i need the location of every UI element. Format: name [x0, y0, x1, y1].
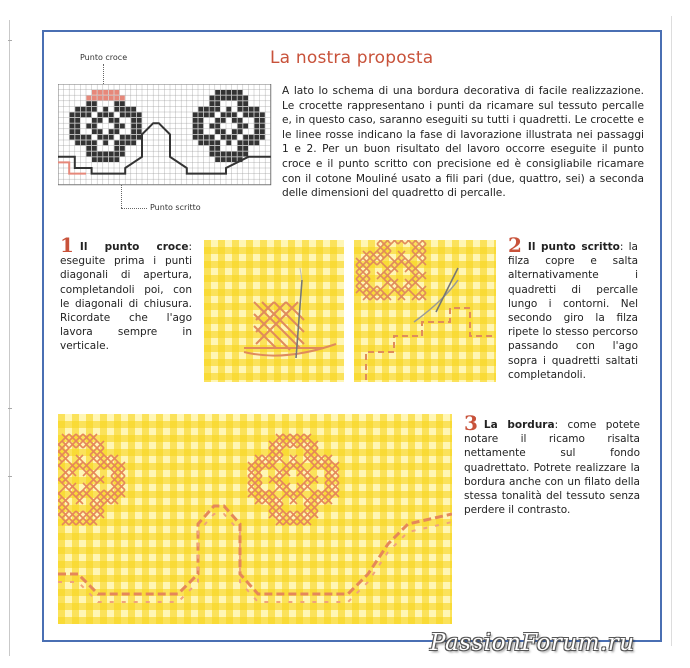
chart-stitch-cell [120, 96, 125, 101]
chart-stitch-cell [221, 112, 226, 117]
chart-stitch-cell [215, 101, 220, 106]
chart-stitch-cell [232, 96, 237, 101]
chart-stitch-cell [131, 118, 136, 123]
chart-stitch-cell [210, 152, 215, 157]
chart-stitch-cell [126, 107, 131, 112]
cross-stitch-illustration [204, 240, 344, 382]
chart-stitch-cell [238, 101, 243, 106]
chart-stitch-cell [86, 107, 91, 112]
chart-stitch-cell [238, 124, 243, 129]
step-body: : come potete notare il ricamo risalta nettamente sul fondo quadrettato. Potrete realizzare la bordura anche con un filato della stessa tonalità del tessuto senza perdere il contrasto. [464, 419, 640, 517]
chart-stitch-cell [198, 135, 203, 140]
chart-stitch-cell [70, 112, 75, 117]
chart-stitch-cell [75, 112, 80, 117]
chart-stitch-cell [193, 118, 198, 123]
chart-stitch-cell [215, 146, 220, 151]
chart-stitch-cell [243, 101, 248, 106]
chart-stitch-cell [92, 90, 97, 95]
chart-stitch-cell [226, 96, 231, 101]
chart-stitch-cell [98, 152, 103, 157]
chart-stitch-cell [120, 152, 125, 157]
chart-stitch-cell [70, 129, 75, 134]
chart-stitch-cell [75, 124, 80, 129]
chart-stitch-cell [198, 129, 203, 134]
chart-stitch-cell [114, 152, 119, 157]
chart-stitch-cell [232, 152, 237, 157]
chart-stitch-cell [243, 96, 248, 101]
chart-stitch-cell [114, 118, 119, 123]
chart-stitch-cell [120, 146, 125, 151]
finished-border-photo [58, 414, 452, 624]
chart-stitch-cell [92, 129, 97, 134]
chart-stitch-cell [210, 101, 215, 106]
chart-stitch-cell [215, 124, 220, 129]
chart-stitch-cell [198, 140, 203, 145]
embroidery-chart-grid [58, 84, 276, 190]
chart-stitch-cell [114, 107, 119, 112]
cross-stitch-label: Punto croce [80, 53, 128, 62]
chart-stitch-cell [70, 124, 75, 129]
border-running-stitch-second [58, 514, 452, 602]
chart-stitch-cell [238, 129, 243, 134]
chart-stitch-cell [92, 146, 97, 151]
chart-stitch-cell [131, 129, 136, 134]
chart-stitch-cell [109, 152, 114, 157]
step-number: 2 [508, 233, 522, 257]
chart-stitch-cell [260, 135, 265, 140]
chart-stitch-cell [204, 135, 209, 140]
gutter-tick [8, 408, 12, 409]
chart-stitch-cell [232, 129, 237, 134]
chart-stitch-cell [98, 90, 103, 95]
chart-stitch-cell [114, 124, 119, 129]
step-heading: La bordura [483, 419, 555, 431]
chart-stitch-cell [221, 90, 226, 95]
border-running-stitch [58, 506, 452, 594]
gutter-tick [8, 40, 12, 41]
chart-stitch-cell [103, 90, 108, 95]
chart-stitch-cell [232, 112, 237, 117]
chart-stitch-cell [98, 129, 103, 134]
chart-stitch-cell [103, 152, 108, 157]
gutter-tick [8, 476, 12, 477]
chart-stitch-cell [114, 140, 119, 145]
step-heading: Il punto scritto [527, 241, 620, 253]
intro-paragraph: A lato lo schema di una bordura decorativa di facile realizzazione. Le crocette rappresentano i punti da ricamare sul tessuto percalle e, in questo caso, saranno eseguiti su tutti i quadretti. Le crocette e le linee rosse indicano la fase di lavorazione illustrata nei passaggi 1 e 2. Per un buon risultato del lavoro occorre eseguite il punto croce e il punto scritto con precisione ed è consigliabile ricamare con il cotone Mouliné usato a fili pari (due, quattro, sei) a seconda delle dimensioni del quadretto di percalle. [282, 85, 644, 200]
chart-stitch-cell [210, 96, 215, 101]
chart-stitch-cell [92, 96, 97, 101]
chart-stitch-cell [260, 129, 265, 134]
chart-stitch-cell [215, 140, 220, 145]
chart-stitch-cell [86, 96, 91, 101]
chart-stitch-cell [232, 118, 237, 123]
chart-stitch-cell [198, 118, 203, 123]
chart-stitch-cell [131, 135, 136, 140]
chart-stitch-cell [103, 96, 108, 101]
chart-stitch-cell [86, 112, 91, 117]
chart-stitch-cell [109, 129, 114, 134]
chart-stitch-cell [215, 118, 220, 123]
chart-stitch-cell [103, 135, 108, 140]
chart-stitch-cell [137, 112, 142, 117]
chart-stitch-cell [120, 112, 125, 117]
chart-stitch-cell [81, 112, 86, 117]
chart-stitch-cell [198, 124, 203, 129]
chart-stitch-cell [254, 124, 259, 129]
chart-stitch-cell [221, 157, 226, 162]
chart-stitch-cell [243, 146, 248, 151]
chart-stitch-cell [254, 140, 259, 145]
chart-stitch-cell [226, 157, 231, 162]
chart-stitch-cell [98, 118, 103, 123]
chart-stitch-cell [86, 135, 91, 140]
embroidery-chart [58, 84, 276, 190]
chart-stitch-cell [126, 135, 131, 140]
chart-stitch-cell [215, 157, 220, 162]
chart-stitch-cell [243, 112, 248, 117]
chart-stitch-cell [249, 107, 254, 112]
chart-stitch-cell [226, 112, 231, 117]
chart-stitch-cell [103, 112, 108, 117]
chart-stitch-cell [204, 112, 209, 117]
chart-stitch-cell [215, 129, 220, 134]
chart-stitch-cell [226, 140, 231, 145]
chart-stitch-cell [243, 124, 248, 129]
step-number: 1 [60, 233, 74, 257]
chart-stitch-cell [137, 135, 142, 140]
chart-stitch-cell [131, 107, 136, 112]
chart-stitch-cell [215, 107, 220, 112]
chart-stitch-cell [109, 96, 114, 101]
chart-stitch-cell [98, 112, 103, 117]
chart-stitch-cell [131, 112, 136, 117]
chart-stitch-cell [238, 146, 243, 151]
chart-stitch-cell [221, 118, 226, 123]
cross-stitch-photo [204, 240, 344, 382]
chart-stitch-cell [226, 107, 231, 112]
chart-stitch-cell [254, 107, 259, 112]
watermark: PassionForum.ru [430, 630, 635, 656]
chart-stitch-cell [232, 157, 237, 162]
chart-stitch-cell [103, 140, 108, 145]
chart-stitch-cell [260, 124, 265, 129]
step-number: 3 [464, 411, 478, 435]
chart-stitch-cell [81, 135, 86, 140]
chart-stitch-cell [131, 124, 136, 129]
chart-stitch-cell [238, 96, 243, 101]
chart-stitch-cell [232, 135, 237, 140]
chart-stitch-cell [126, 112, 131, 117]
chart-stitch-cell [226, 135, 231, 140]
running-stitch-leader-h [121, 208, 147, 209]
chart-stitch-cell [114, 129, 119, 134]
chart-stitch-cell [126, 140, 131, 145]
step-body: : eseguite prima i punti diagonali di apertura, completandoli poi, con le diagonali di chiusura. Ricordate che l'ago lavora sempre in verticale. [60, 241, 192, 353]
chart-stitch-cell [210, 124, 215, 129]
chart-stitch-cell [114, 146, 119, 151]
chart-stitch-cell [92, 101, 97, 106]
chart-stitch-cell [226, 90, 231, 95]
step-2-text [508, 233, 638, 382]
chart-stitch-cell [86, 152, 91, 157]
chart-stitch-cell [131, 140, 136, 145]
chart-stitch-cell [109, 112, 114, 117]
running-stitch-illustration [354, 240, 496, 382]
chart-stitch-cell [210, 135, 215, 140]
chart-stitch-cell [210, 140, 215, 145]
page-edge-rule [671, 16, 672, 646]
chart-stitch-cell [249, 140, 254, 145]
chart-stitch-cell [98, 135, 103, 140]
step-heading: Il punto croce [79, 241, 189, 253]
chart-stitch-cell [92, 140, 97, 145]
chart-stitch-cell [86, 124, 91, 129]
page-gutter-rule [9, 20, 10, 656]
chart-stitch-cell [238, 118, 243, 123]
chart-stitch-cell [204, 140, 209, 145]
chart-stitch-cell [215, 152, 220, 157]
running-stitch-photo [354, 240, 496, 382]
chart-stitch-cell [254, 129, 259, 134]
chart-stitch-cell [226, 152, 231, 157]
step-1-text [60, 233, 192, 354]
section-title: La nostra proposta [270, 48, 434, 68]
chart-stitch-cell [109, 90, 114, 95]
chart-stitch-cell [238, 107, 243, 112]
chart-stitch-cell [221, 96, 226, 101]
chart-stitch-cell [243, 140, 248, 145]
chart-stitch-cell [215, 90, 220, 95]
border-cross-stitches [58, 434, 339, 525]
chart-stitch-cell [120, 124, 125, 129]
chart-stitch-cell [109, 135, 114, 140]
chart-stitch-cell [210, 146, 215, 151]
chart-stitch-cell [260, 118, 265, 123]
chart-stitch-cell [254, 112, 259, 117]
chart-stitch-cell [137, 118, 142, 123]
chart-stitch-cell [81, 140, 86, 145]
chart-stitch-cell [75, 107, 80, 112]
chart-stitch-cell [86, 101, 91, 106]
chart-stitch-cell [120, 135, 125, 140]
chart-stitch-cell [243, 107, 248, 112]
chart-stitch-cell [243, 152, 248, 157]
chart-stitch-cell [70, 135, 75, 140]
chart-stitch-cell [103, 157, 108, 162]
chart-stitch-cell [75, 140, 80, 145]
chart-stitch-cell [232, 90, 237, 95]
chart-stitch-cell [137, 129, 142, 134]
chart-stitch-cell [193, 112, 198, 117]
chart-stitch-cell [114, 101, 119, 106]
chart-stitch-cell [254, 118, 259, 123]
chart-stitch-cell [75, 118, 80, 123]
chart-stitch-cell [120, 107, 125, 112]
chart-stitch-cell [114, 157, 119, 162]
chart-stitch-cell [221, 135, 226, 140]
finished-border-illustration [58, 414, 452, 624]
chart-stitch-cell [70, 118, 75, 123]
step-body: : la filza copre e salta alternativamente i quadretti di percalle lungo i contorni. Nel secondo giro la filza ripete lo stesso percorso passando con l'ago sopra i quadretti saltati completandoli. [508, 241, 638, 381]
chart-stitch-cell [114, 96, 119, 101]
chart-stitch-cell [238, 90, 243, 95]
chart-stitch-cell [243, 135, 248, 140]
chart-stitch-cell [92, 124, 97, 129]
chart-stitch-cell [98, 96, 103, 101]
chart-stitch-cell [92, 157, 97, 162]
step-3-text [464, 411, 640, 517]
chart-stitch-cell [86, 140, 91, 145]
chart-stitch-cell [193, 135, 198, 140]
chart-stitch-cell [210, 107, 215, 112]
chart-stitch-cell [210, 112, 215, 117]
chart-stitch-cell [120, 140, 125, 145]
chart-stitch-cell [238, 140, 243, 145]
chart-stitch-cell [238, 152, 243, 157]
chart-stitch-cell [109, 157, 114, 162]
chart-stitch-cell [249, 112, 254, 117]
chart-stitch-cell [137, 124, 142, 129]
chart-stitch-cell [98, 157, 103, 162]
chart-stitch-cell [75, 135, 80, 140]
chart-stitch-cell [249, 135, 254, 140]
chart-stitch-cell [198, 107, 203, 112]
chart-stitch-cell [221, 129, 226, 134]
chart-stitch-cell [120, 101, 125, 106]
chart-stitch-cell [221, 152, 226, 157]
chart-stitch-cell [92, 118, 97, 123]
chart-stitch-cell [193, 129, 198, 134]
chart-stitch-cell [193, 124, 198, 129]
chart-stitch-cell [81, 107, 86, 112]
chart-stitch-cell [215, 96, 220, 101]
chart-stitch-cell [92, 152, 97, 157]
chart-stitch-cell [204, 107, 209, 112]
chart-stitch-cell [75, 129, 80, 134]
chart-stitch-cell [86, 146, 91, 151]
chart-stitch-cell [114, 90, 119, 95]
chart-stitch-cell [198, 112, 203, 117]
running-stitch-label: Punto scritto [150, 203, 201, 212]
chart-stitch-cell [260, 112, 265, 117]
chart-stitch-cell [103, 107, 108, 112]
chart-stitch-cell [109, 118, 114, 123]
chart-stitch-cell [92, 107, 97, 112]
chart-stitch-cell [254, 135, 259, 140]
